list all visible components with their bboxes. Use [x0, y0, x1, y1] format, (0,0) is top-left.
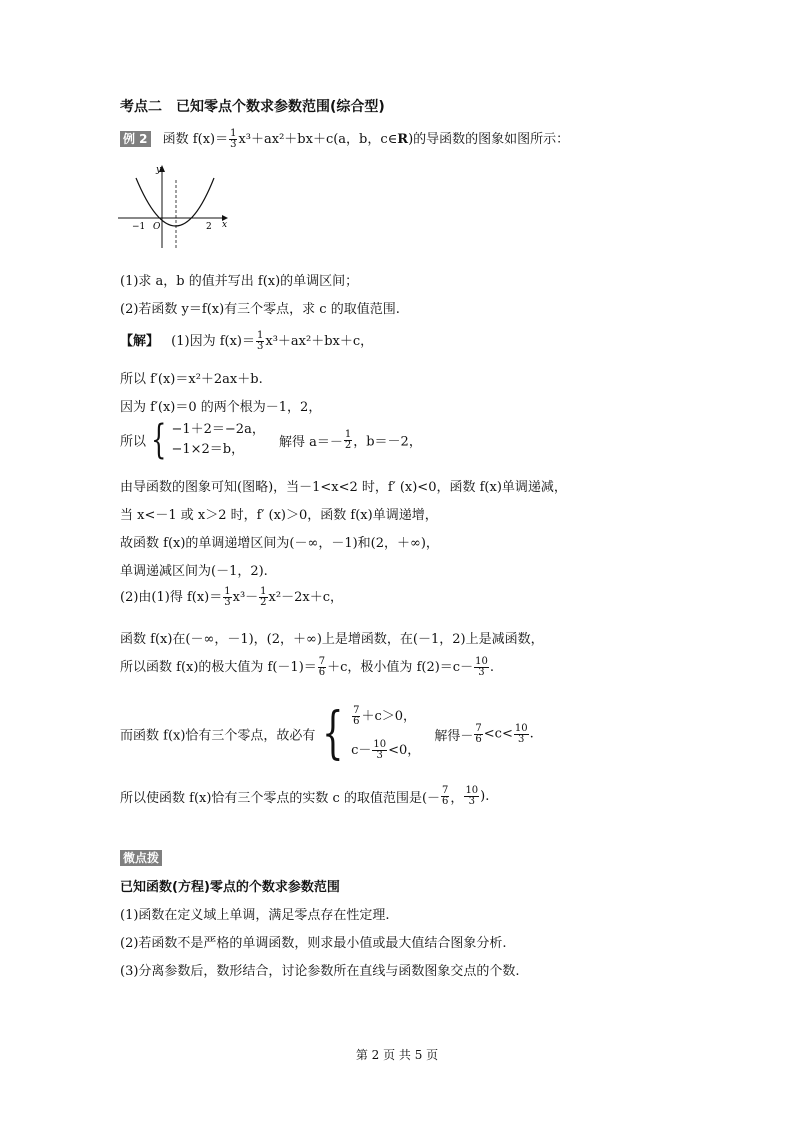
- tip-tag-wrapper: [120, 850, 162, 866]
- x-label: x: [222, 220, 228, 230]
- solution-line-3: 因为 f′(x)＝0 的两个根为－1，2，: [120, 400, 322, 415]
- question-1: (1)求 a，b 的值并写出 f(x)的单调区间；: [120, 274, 359, 289]
- tip-title: 已知函数(方程)零点的个数求参数范围: [120, 880, 340, 895]
- solution-line-11: 所以函数 f(x)的极大值为 f(－1)＝ $\frac{7}{6}$ ＋c，极小值为 f(2)＝c－ $\frac{10}{3}$ .: [120, 656, 494, 678]
- page-footer: 第 2 页 共 5 页: [355, 1048, 439, 1062]
- solution-line-13: 所以使函数 f(x)恰有三个零点的实数 c 的取值范围是(－ $\frac{7}{6}$ ， $\frac{10}{3}$ ).: [120, 785, 490, 807]
- question-2: (2)若函数 y＝f(x)有三个零点，求 c 的取值范围.: [120, 302, 400, 317]
- example-tag: 例 2: [120, 131, 151, 147]
- system-brace-2: {: [322, 701, 344, 766]
- section-title: 考点二 已知零点个数求参数范围(综合型): [120, 99, 385, 115]
- neg-one-label: −1: [132, 222, 146, 232]
- solution-line-9: (2)由(1)得 f(x)＝ $\frac{1}{3}$ x³－ $\frac{1}{2}$ x²－2x＋c，: [120, 586, 343, 608]
- y-label: y: [156, 165, 162, 175]
- tip-point-3: (3)分离参数后，数形结合，讨论参数所在直线与函数图象交点的个数.: [120, 964, 520, 979]
- two-label: 2: [206, 222, 212, 232]
- solution-line-2: 所以 f′(x)＝x²＋2ax＋b.: [120, 372, 263, 387]
- tip-point-2: (2)若函数不是严格的单调函数，则求最小值或最大值结合图象分析.: [120, 936, 507, 951]
- stmt-b: x³＋ax²＋bx＋c(a，b，c∈: [238, 132, 398, 147]
- solution-line-6: 当 x<－1 或 x＞2 时，f′ (x)＞0，函数 f(x)单调递增，: [120, 508, 438, 523]
- solution-line-1: 【解】 (1)因为 f(x)＝ $\frac{1}{3}$ x³＋ax²＋bx＋c，: [120, 330, 374, 352]
- solution-line-8: 单调递减区间为(－1，2).: [120, 564, 268, 579]
- system-brace: {: [151, 417, 167, 463]
- stmt-frac: $\frac{1}{3}$: [230, 128, 237, 150]
- stmt-a: 函数 f(x)＝: [162, 132, 229, 147]
- tip-point-1: (1)函数在定义域上单调，满足零点存在性定理.: [120, 908, 390, 923]
- stmt-c: )的导函数的图象如图所示：: [408, 132, 570, 147]
- solution-line-7: 故函数 f(x)的单调递增区间为(－∞，－1)和(2，＋∞)，: [120, 536, 439, 551]
- solution-line-10: 函数 f(x)在(－∞，－1)，(2，＋∞)上是增函数，在(－1，2)上是减函数，: [120, 632, 544, 647]
- origin-label: O: [153, 222, 161, 232]
- tip-tag: 微点拨: [120, 850, 162, 866]
- solution-label: 【解】: [120, 334, 160, 349]
- solution-line-4: 所以 { −1＋2＝−2a， −1×2＝b， 解得 a＝－ $\frac{1}{2}$ ，b＝－2，: [120, 417, 422, 463]
- stmt-R: R: [397, 132, 409, 147]
- parabola-curve: [136, 178, 214, 226]
- derivative-graph: [118, 162, 230, 250]
- solution-line-5: 由导函数的图象可知(图略)，当－1<x<2 时，f′ (x)<0，函数 f(x)单调递减，: [120, 480, 567, 495]
- solution-line-12: 而函数 f(x)恰有三个零点，故必有 { $\frac{7}{6}$ ＋c＞0， c－ $\frac{10}{3}$ <0， 解得－ $\frac{7}{6}$ <c< $\frac{10}{3}$ .: [120, 701, 534, 766]
- example-statement: [120, 128, 569, 150]
